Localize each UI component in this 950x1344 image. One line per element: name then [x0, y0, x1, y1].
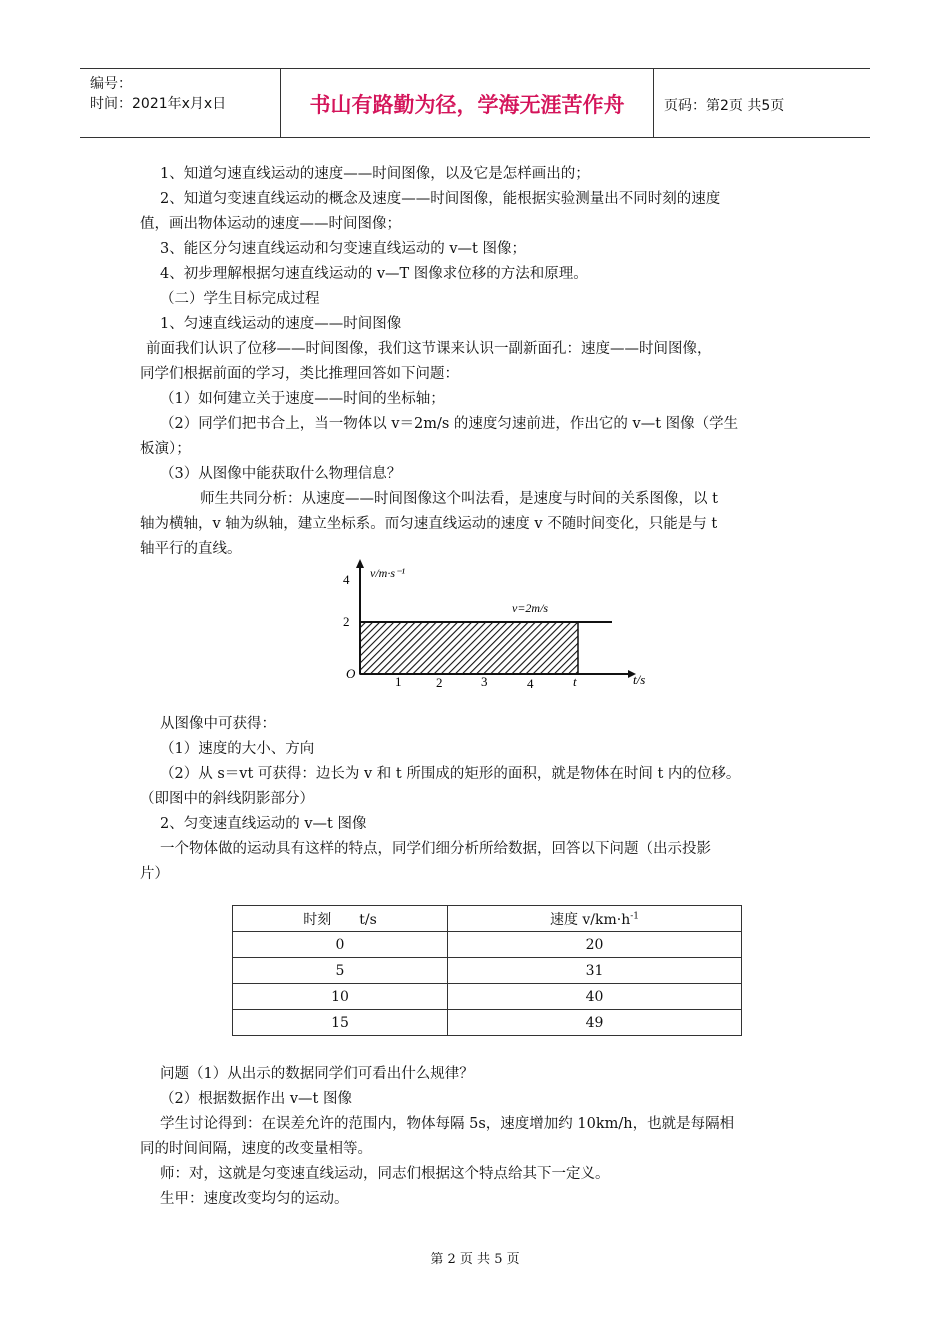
velocity-header-text: 速度 v/km·h	[549, 911, 631, 928]
text-line: 2、知道匀变速直线运动的概念及速度——时间图像，能根据实验测量出不同时刻的速度	[160, 191, 721, 207]
text-line: 2、匀变速直线运动的 v—t 图像	[160, 816, 367, 832]
table-row	[233, 958, 742, 984]
table-row	[233, 932, 742, 958]
text-line: （1）如何建立关于速度——时间的坐标轴；	[160, 391, 445, 407]
text-line: 师生共同分析：从速度——时间图像这个叫法看，是速度与时间的关系图像，以 t	[200, 491, 718, 507]
header-page-info: 页码：第2页 共5页	[664, 98, 785, 114]
origin-label: O	[346, 666, 356, 681]
number-label: 编号：	[90, 76, 132, 92]
table-cell: 5	[233, 958, 448, 984]
data-table	[232, 905, 742, 1036]
text-line: （3）从图像中能获取什么物理信息？	[160, 466, 402, 482]
text-line: 师：对，这就是匀变速直线运动，同志们根据这个特点给其下一定义。	[160, 1166, 610, 1182]
table-header-row	[233, 906, 742, 932]
header-motto: 书山有路勤为径，学海无涯苦作舟	[281, 69, 654, 137]
text-line: （即图中的斜线阴影部分）	[140, 791, 314, 807]
table-cell: 0	[233, 932, 448, 958]
text-line: 问题（1）从出示的数据同学们可看出什么规律？	[160, 1066, 474, 1082]
y-tick-label: 4	[343, 572, 350, 587]
table-row	[233, 984, 742, 1010]
text-line: 前面我们认识了位移——时间图像，我们这节课来认识一副新面孔：速度——时间图像，	[146, 341, 712, 357]
text-line: （2）同学们把书合上，当一物体以 v＝2m/s 的速度匀速前进，作出它的 v—t 图像（学生	[160, 416, 739, 432]
text-line: 一个物体做的运动具有这样的特点，同学们细分析所给数据，回答以下问题（出示投影	[160, 841, 711, 857]
table-row	[233, 1010, 742, 1036]
x-tick-label: 3	[481, 674, 488, 689]
text-line: 3、能区分匀速直线运动和匀变速直线运动的 v—t 图像；	[160, 241, 526, 257]
time-label: 时间：2021年x月x日	[90, 96, 227, 112]
text-line: 从图像中可获得：	[160, 716, 276, 732]
header-meta	[80, 69, 281, 137]
x-tick-label: 4	[527, 676, 534, 691]
table-cell: 10	[233, 984, 448, 1010]
table-cell: 49	[448, 1010, 742, 1036]
table-cell: 15	[233, 1010, 448, 1036]
table-header-time: 时刻 t/s	[233, 906, 448, 932]
text-line: 值，画出物体运动的速度——时间图像；	[140, 216, 401, 232]
text-line: 板演）；	[140, 441, 191, 457]
page-footer: 第 2 页 共 5 页	[430, 1252, 520, 1267]
vt-chart	[330, 558, 670, 693]
text-line: 1、匀速直线运动的速度——时间图像	[160, 316, 402, 332]
text-line: （二）学生目标完成过程	[160, 291, 320, 307]
text-line: （2）从 s＝vt 可获得：边长为 v 和 t 所围成的矩形的面积，就是物体在时间 t 内的位移。	[160, 766, 741, 782]
displacement-area	[360, 622, 578, 674]
text-line: （1）速度的大小、方向	[160, 741, 315, 757]
text-line: 4、初步理解根据匀速直线运动的 v—T 图像求位移的方法和原理。	[160, 266, 588, 282]
x-tick-label: t	[573, 674, 577, 689]
table-cell: 40	[448, 984, 742, 1010]
text-line: 生甲：速度改变均匀的运动。	[160, 1191, 349, 1207]
table-cell: 31	[448, 958, 742, 984]
x-tick-label: 2	[436, 675, 443, 690]
x-axis-label: t/s	[633, 672, 646, 687]
text-line: 同的时间间隔，速度的改变量相等。	[140, 1141, 372, 1157]
text-line: 同学们根据前面的学习，类比推理回答如下问题：	[140, 366, 459, 382]
y-axis-arrow-icon	[356, 559, 364, 568]
x-tick-label: 1	[395, 674, 402, 689]
table-cell: 20	[448, 932, 742, 958]
table-header-velocity	[448, 906, 742, 932]
y-tick-label: 2	[343, 614, 350, 629]
text-line: 轴为横轴，v 轴为纵轴，建立坐标系。而匀速直线运动的速度 v 不随时间变化，只能是与 t	[140, 516, 718, 532]
text-line: 片）	[140, 866, 169, 882]
text-line: （2）根据数据作出 v—t 图像	[160, 1091, 352, 1107]
y-axis-label: v/m·s⁻¹	[370, 566, 405, 580]
text-line: 轴平行的直线。	[140, 541, 242, 557]
velocity-line-label: v=2m/s	[512, 601, 549, 615]
text-line: 学生讨论得到：在误差允许的范围内，物体每隔 5s，速度增加约 10km/h，也就是每隔相	[160, 1116, 735, 1132]
page-header	[80, 68, 870, 138]
text-line: 1、知道匀速直线运动的速度——时间图像，以及它是怎样画出的；	[160, 166, 590, 182]
velocity-header-sup: -1	[630, 910, 640, 921]
